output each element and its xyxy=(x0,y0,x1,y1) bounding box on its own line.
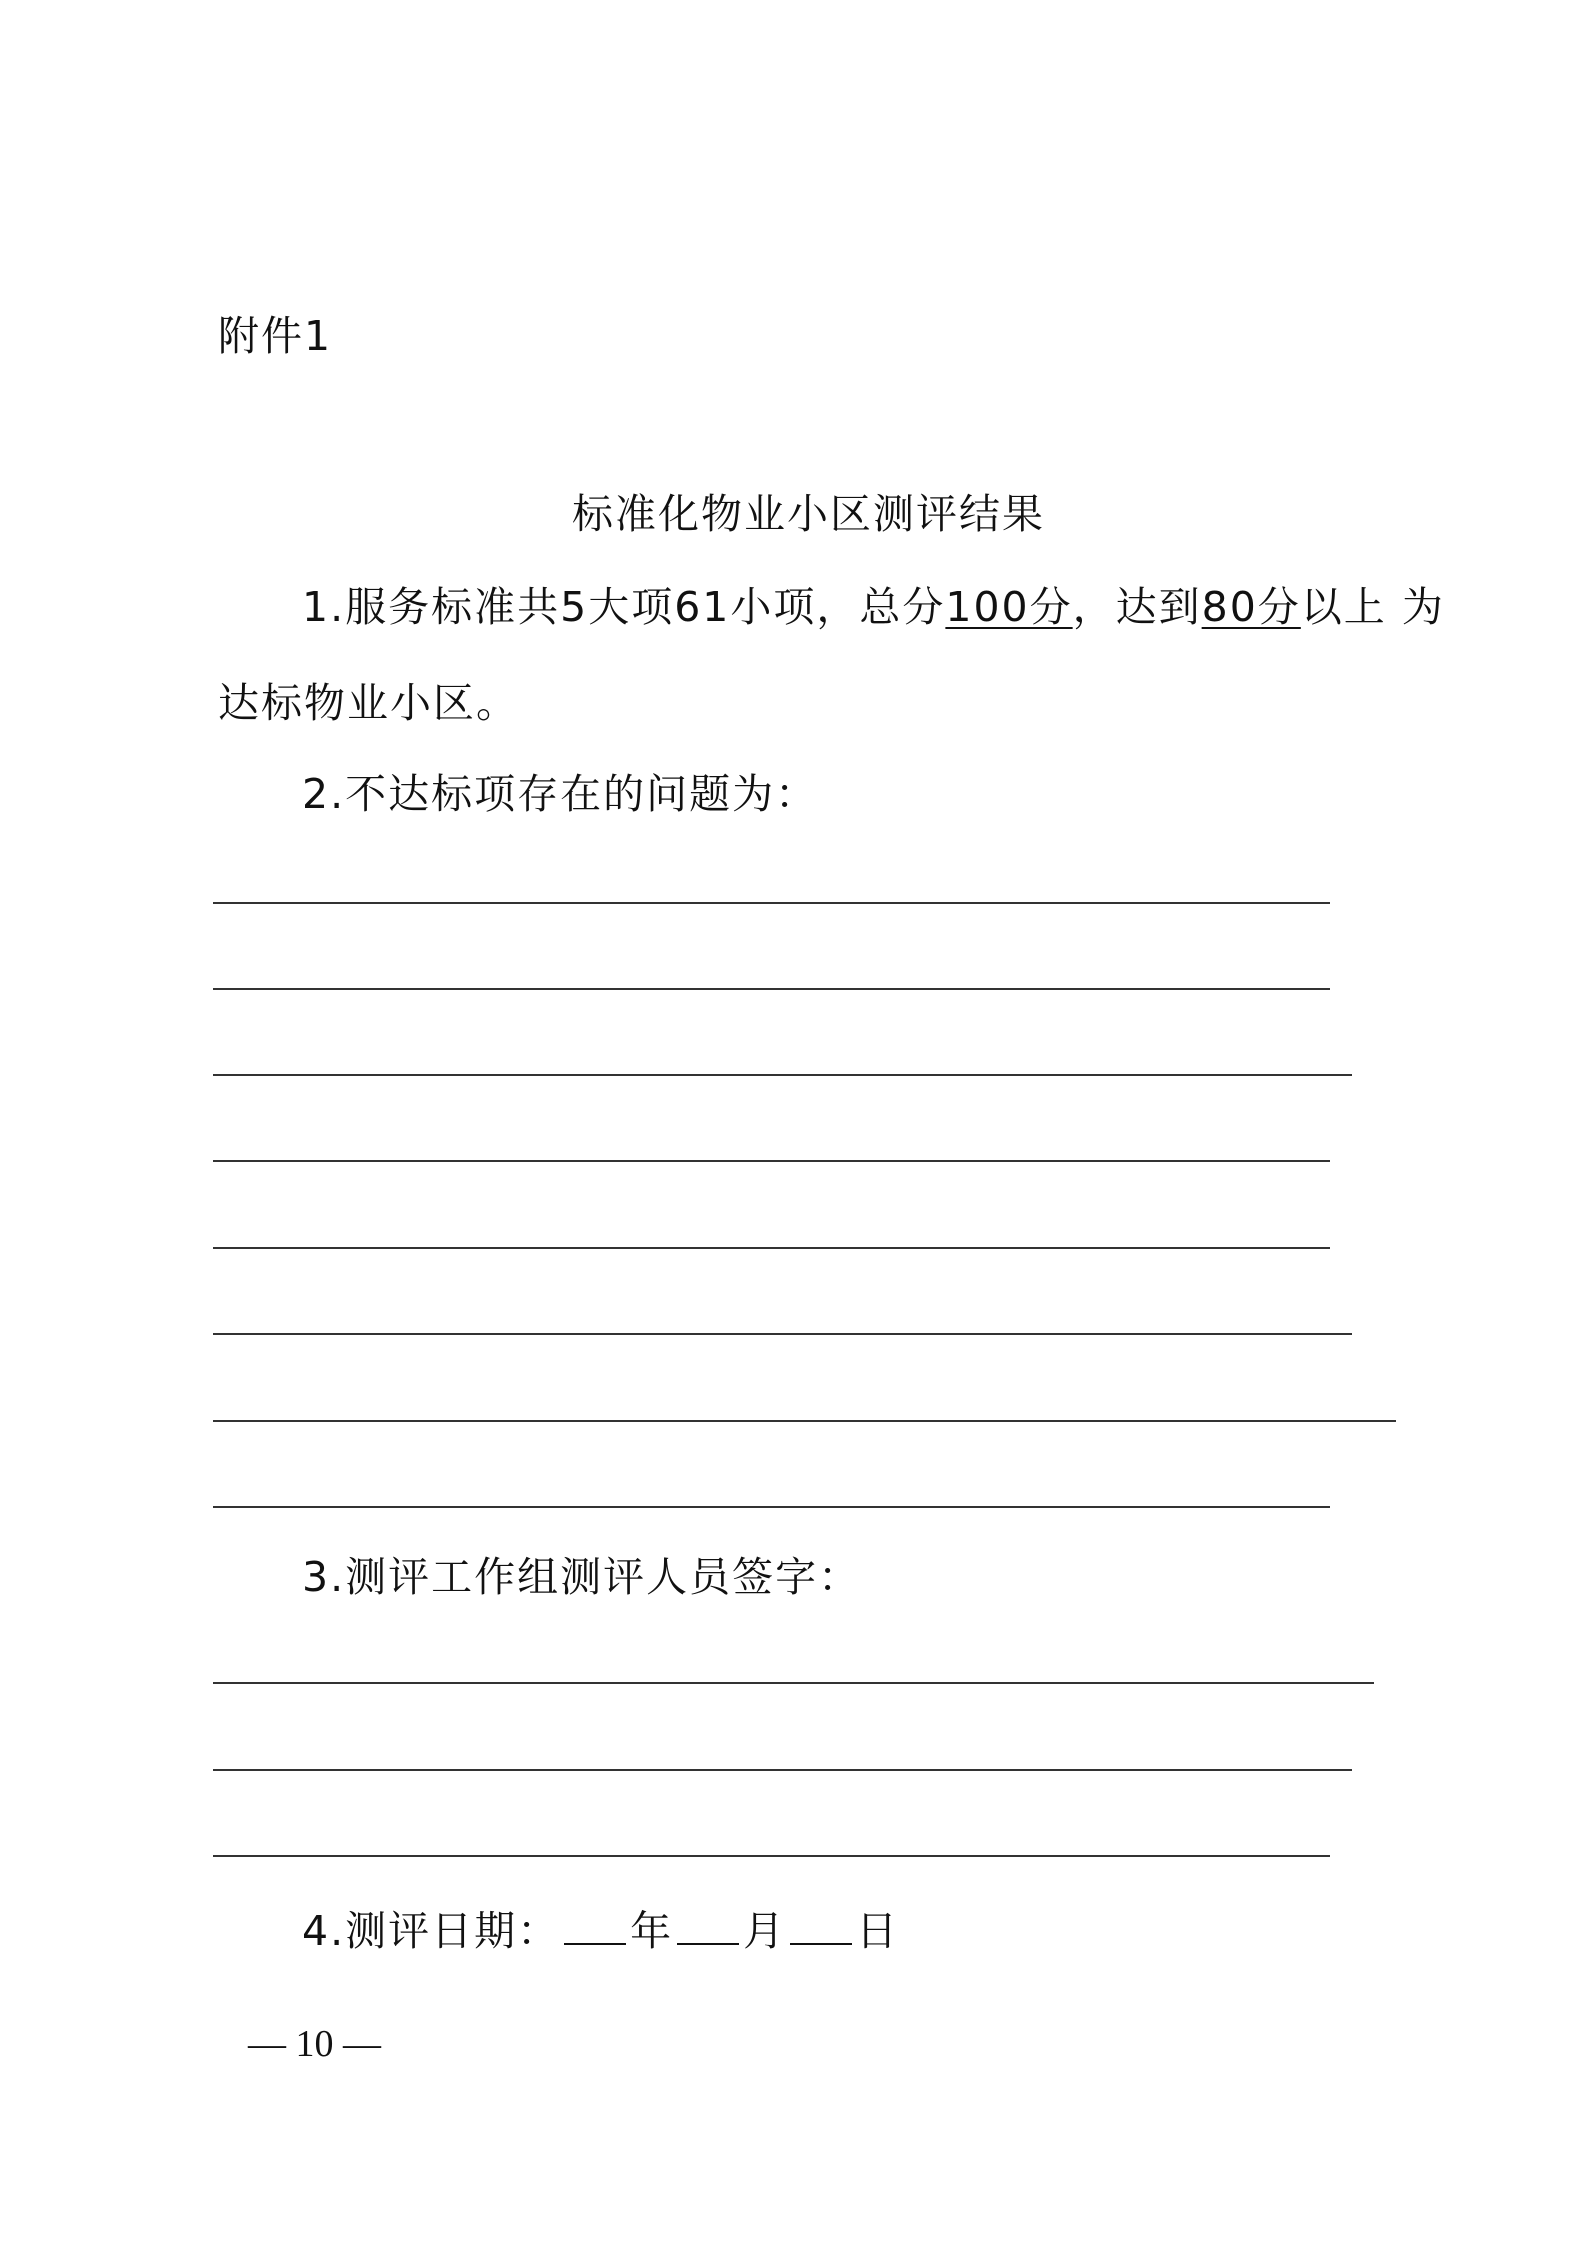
day-blank[interactable] xyxy=(790,1907,852,1945)
problem-line-8[interactable] xyxy=(213,1506,1330,1508)
month-label: 月 xyxy=(743,1907,787,1955)
item1-prefix: 1.服务标准共5大项61小项，总分 xyxy=(302,583,946,631)
page-number: — 10 — xyxy=(248,2023,381,2065)
problem-line-1[interactable] xyxy=(213,902,1330,904)
attachment-label: 附件1 xyxy=(218,312,333,360)
problem-line-7[interactable] xyxy=(213,1420,1396,1422)
year-blank[interactable] xyxy=(564,1907,626,1945)
problem-line-3[interactable] xyxy=(213,1074,1352,1076)
evaluation-date xyxy=(302,1907,900,1955)
problem-line-4[interactable] xyxy=(213,1160,1330,1162)
signature-line-1[interactable] xyxy=(213,1682,1374,1684)
item3-label: 3.测评工作组测评人员签字： xyxy=(302,1553,862,1601)
item1-line1 xyxy=(302,583,1445,631)
signature-line-3[interactable] xyxy=(213,1855,1330,1857)
problem-line-2[interactable] xyxy=(213,988,1330,990)
item4-label: 4.测评日期： xyxy=(302,1907,561,1955)
problem-line-5[interactable] xyxy=(213,1247,1330,1249)
total-score: 100分 xyxy=(945,583,1073,631)
item1-line2: 达标物业小区。 xyxy=(218,679,519,727)
day-label: 日 xyxy=(856,1907,900,1955)
pass-score: 80分 xyxy=(1201,583,1301,631)
item1-middle: ，达到 xyxy=(1072,583,1202,631)
document-title: 标准化物业小区测评结果 xyxy=(572,490,1045,538)
month-blank[interactable] xyxy=(677,1907,739,1945)
problem-line-6[interactable] xyxy=(213,1333,1352,1335)
signature-line-2[interactable] xyxy=(213,1769,1352,1771)
year-label: 年 xyxy=(630,1907,674,1955)
item2-label: 2.不达标项存在的问题为： xyxy=(302,770,819,818)
item1-suffix: 以上 为 xyxy=(1300,583,1445,631)
